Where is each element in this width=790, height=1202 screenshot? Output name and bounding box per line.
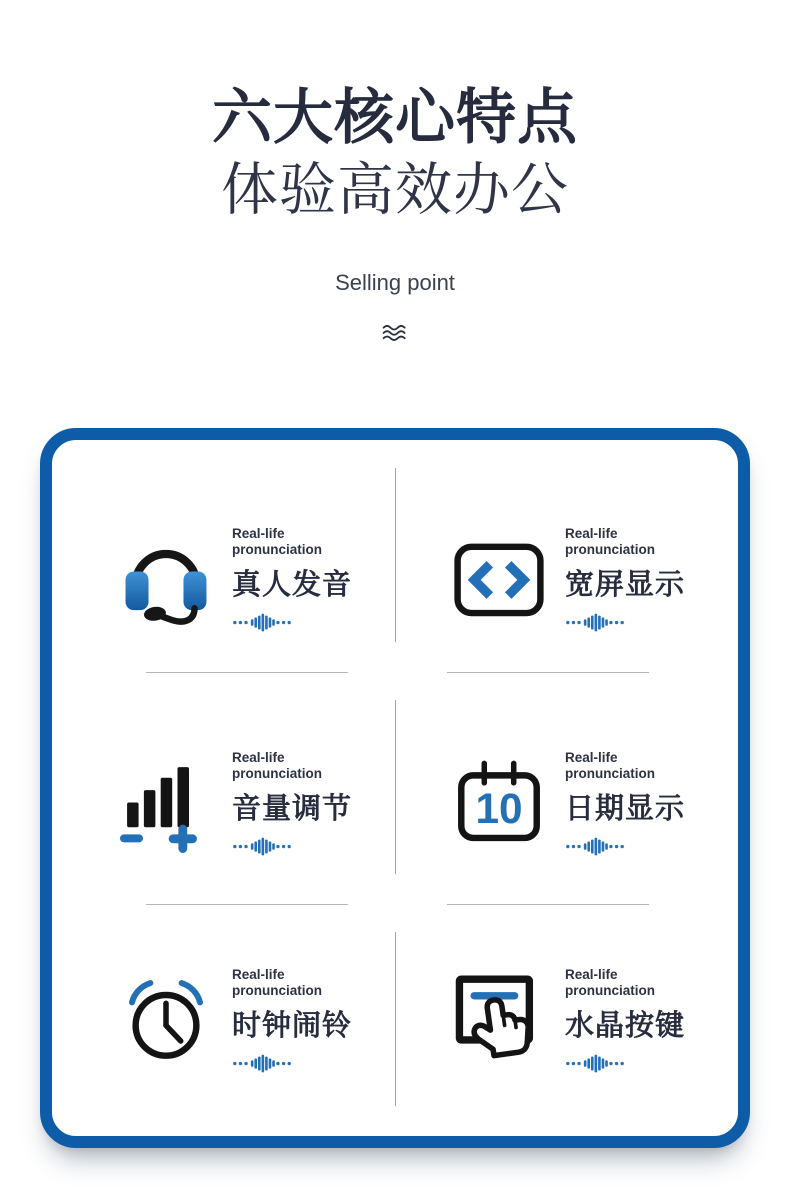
feature-row-3 [52, 904, 738, 1136]
waves-icon [0, 322, 790, 344]
press-hand-icon [453, 970, 545, 1069]
feature-date-display [405, 702, 738, 904]
feature-crystal-buttons [405, 904, 738, 1136]
feature-title: 宽屏显示 [565, 569, 686, 602]
feature-title: 真人发音 [232, 569, 353, 602]
feature-title: 日期显示 [565, 793, 686, 826]
sound-wave-icon [565, 1054, 625, 1073]
widescreen-arrows-icon [453, 533, 545, 625]
features-card [40, 428, 750, 1148]
feature-pron-label: Real-life pronunciation [232, 525, 322, 557]
feature-real-voice [52, 486, 405, 672]
sound-wave-icon [565, 613, 625, 632]
feature-row-1 [52, 440, 738, 672]
divider-vertical [395, 700, 396, 874]
feature-title: 水晶按键 [565, 1010, 686, 1043]
header [0, 0, 790, 344]
headset-icon [120, 531, 212, 627]
sound-wave-icon [232, 837, 292, 856]
sound-wave-icon [232, 1054, 292, 1073]
feature-volume-control [52, 702, 405, 904]
feature-pron-label: Real-life pronunciation [232, 749, 322, 781]
divider-vertical [395, 932, 396, 1106]
feature-title: 音量调节 [232, 793, 353, 826]
calendar-day: 10 [475, 785, 523, 833]
feature-title: 时钟闹铃 [232, 1010, 353, 1043]
page-title: 六大核心特点 [212, 84, 578, 151]
divider-vertical [395, 468, 396, 642]
sound-wave-icon [232, 613, 292, 632]
alarm-clock-icon [120, 972, 212, 1068]
features-grid [52, 440, 738, 1136]
feature-clock-alarm [52, 904, 405, 1136]
page-subtitle: 体验高效办公 [221, 158, 569, 223]
volume-bars-icon [120, 753, 212, 852]
feature-pron-label: Real-life pronunciation [565, 525, 655, 557]
calendar-icon [453, 757, 545, 849]
feature-pron-label: Real-life pronunciation [565, 749, 655, 781]
sound-wave-icon [565, 837, 625, 856]
feature-pron-label: Real-life pronunciation [232, 966, 322, 998]
feature-widescreen-display [405, 486, 738, 672]
feature-row-2 [52, 672, 738, 904]
feature-pron-label: Real-life pronunciation [565, 966, 655, 998]
selling-point-label: Selling point [335, 269, 455, 295]
